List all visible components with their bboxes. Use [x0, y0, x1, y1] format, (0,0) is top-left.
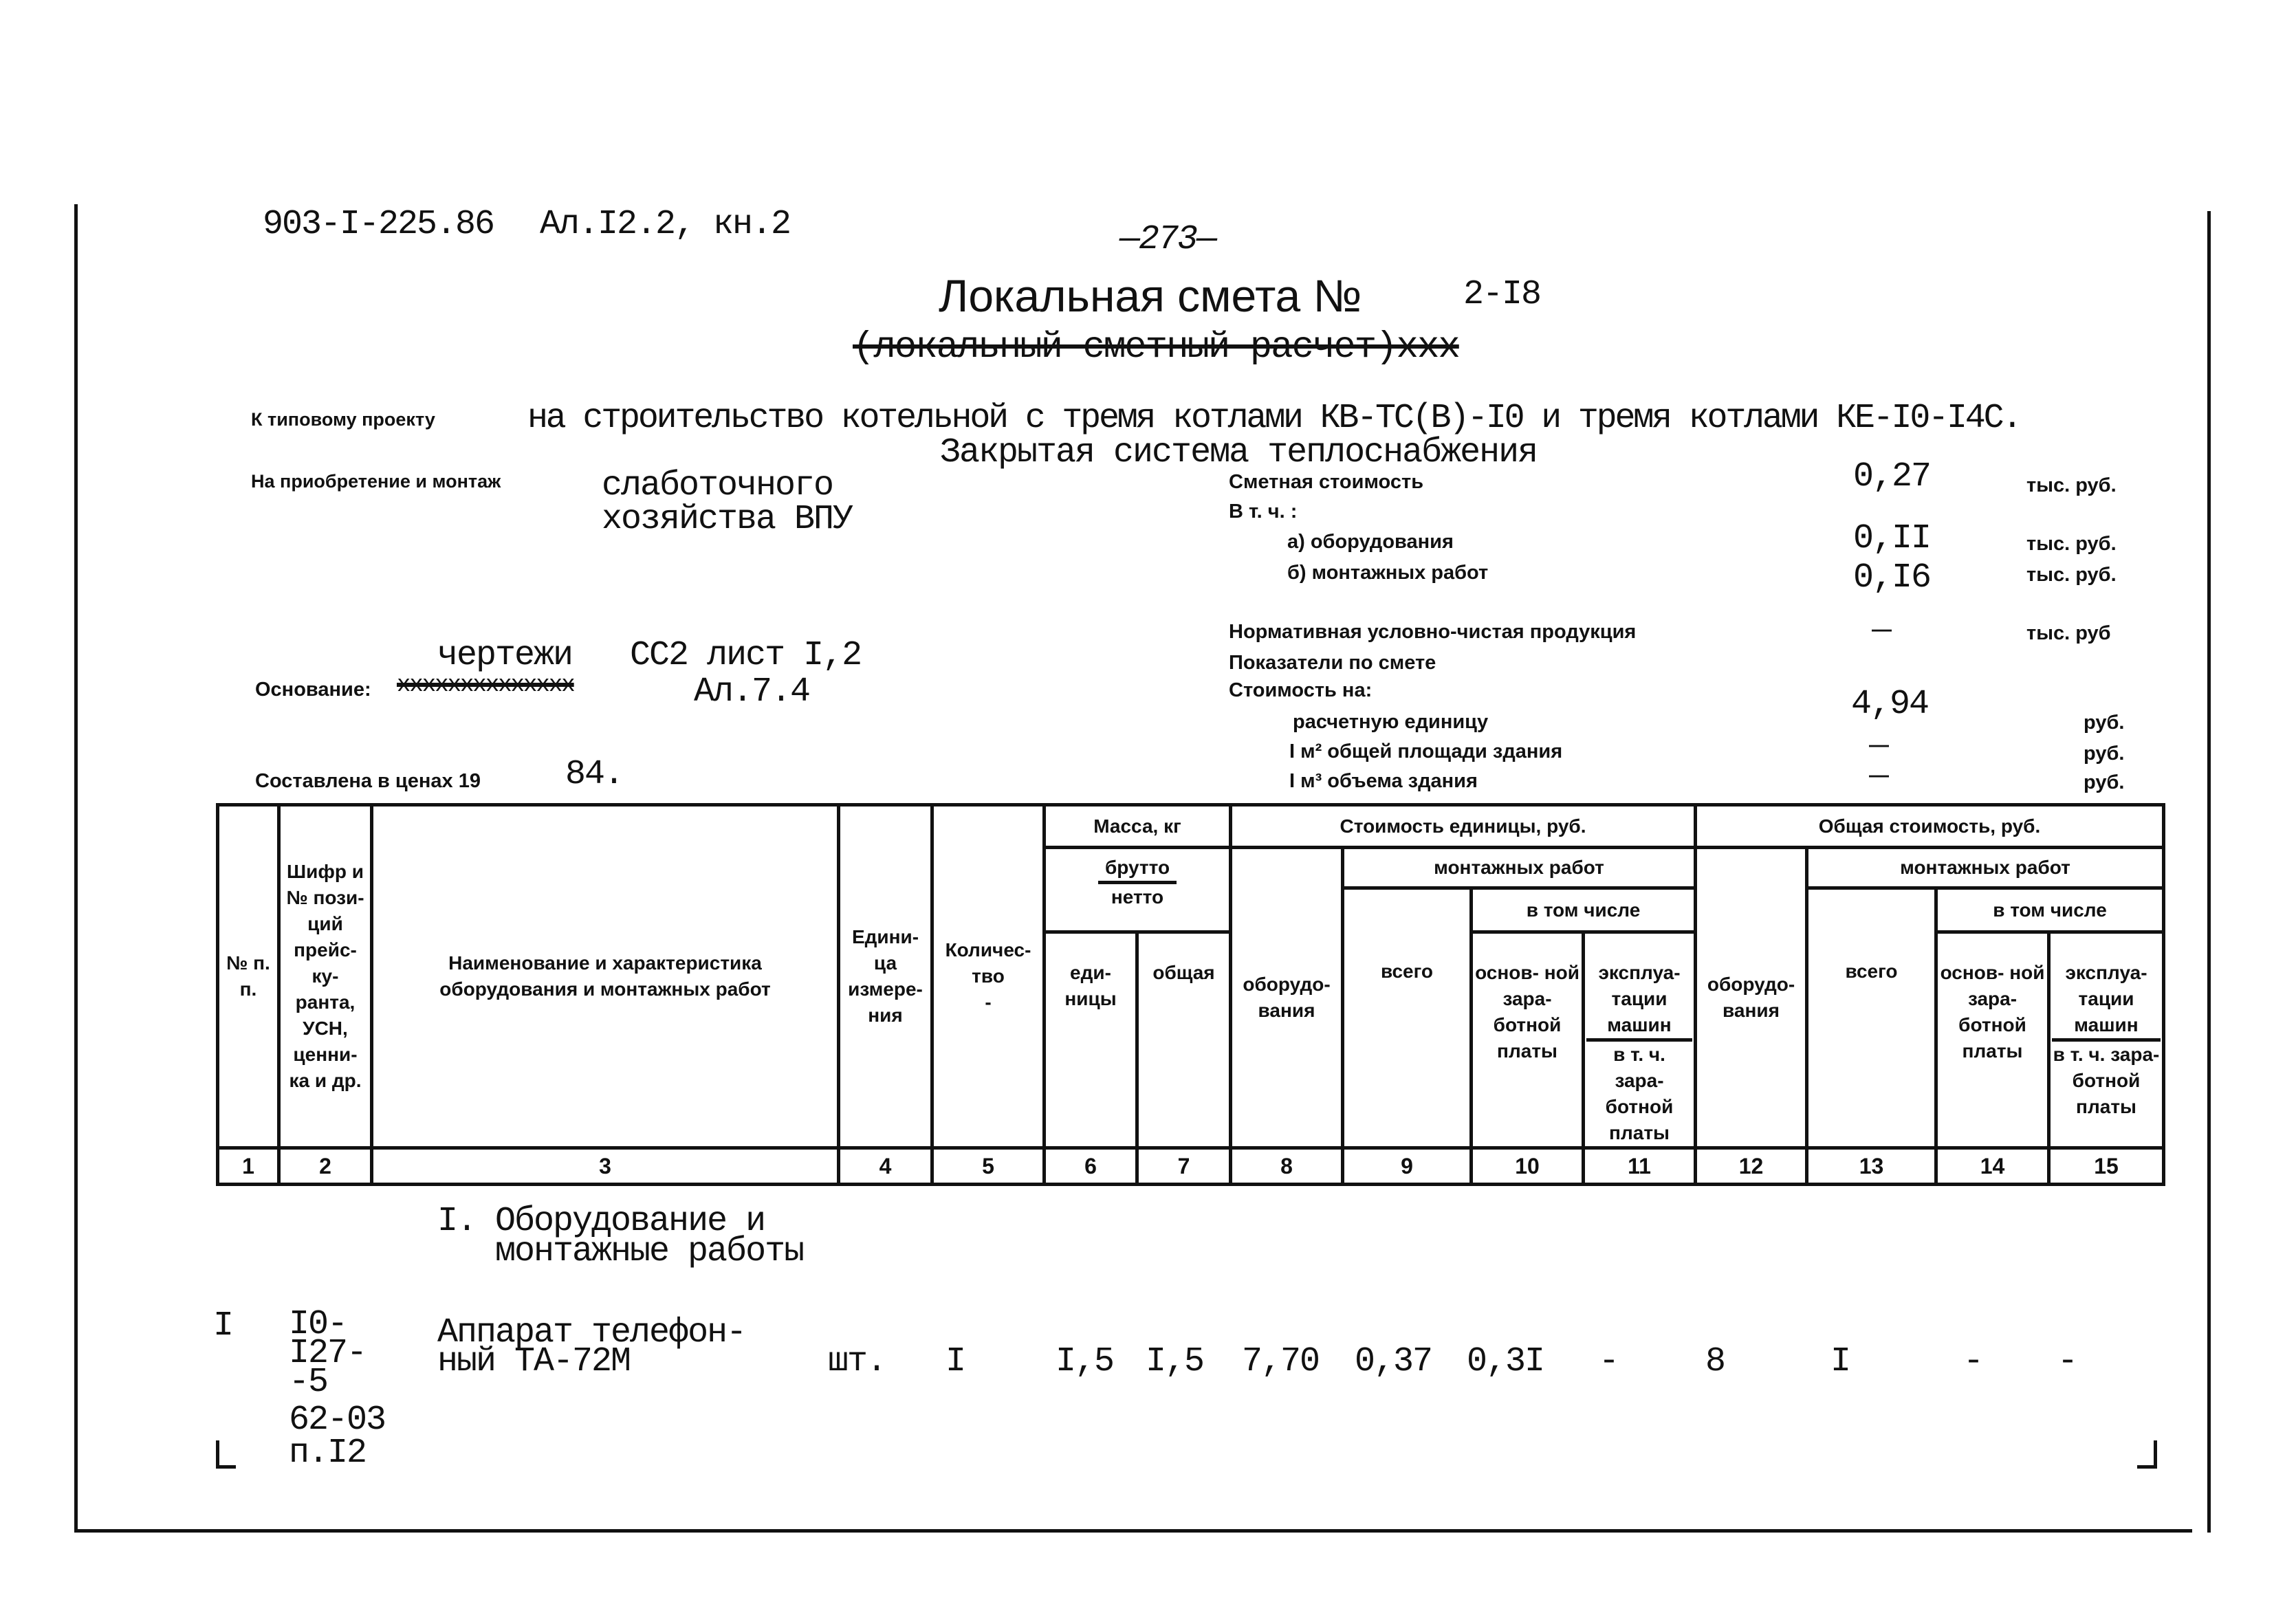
purpose-line2: хозяйства ВПУ — [602, 500, 853, 539]
per-unit-label: расчетную единицу — [1293, 711, 1489, 733]
row-install-all: 0,37 — [1355, 1342, 1432, 1381]
row-code-3: -5 — [289, 1363, 328, 1402]
prices-year: 84. — [565, 755, 624, 794]
install-label: б) монтажных работ — [1287, 562, 1489, 584]
brutto-label: брутто — [1098, 855, 1177, 884]
prices-label: Составлена в ценах 19 — [255, 770, 481, 792]
row-equip-total: 8 — [1705, 1342, 1725, 1381]
row-wage-total: - — [1963, 1342, 1983, 1381]
per-m3-unit: руб. — [2084, 771, 2125, 793]
install-unit: тыс. руб. — [2026, 564, 2117, 586]
per-unit-value: 4,94 — [1851, 685, 1929, 724]
col-number: 2 — [279, 1148, 372, 1185]
drawings-ref: чертежи СС2 лист I,2 — [437, 636, 862, 675]
row-qty: I — [945, 1342, 965, 1381]
section-title-2: монтажные работы — [495, 1232, 804, 1271]
machines-label: эксплуа- тации машин — [1586, 960, 1692, 1042]
estimate-table-header — [216, 803, 2165, 1186]
project-text-2: Закрытая система теплоснабжения — [940, 433, 1538, 472]
total-cost-header: Общая стоимость, руб. — [1696, 805, 2164, 848]
equipment-value: 0,II — [1853, 519, 1931, 558]
per-unit-unit: руб. — [2084, 712, 2125, 734]
unit-machines-header — [1584, 932, 1696, 1148]
frame-left — [74, 204, 78, 1533]
estimate-number: 2-I8 — [1463, 275, 1541, 314]
equipment-label: а) оборудования — [1287, 531, 1454, 553]
col-code-header: Шифр и № пози- ций прейс- ку- ранта, УСН, ценни- ка и др. — [279, 805, 372, 1148]
struck-subtitle: (локальный сметный расчет)xxx — [853, 327, 1459, 369]
per-m2-value: — — [1869, 734, 1889, 756]
col-number: 11 — [1584, 1148, 1696, 1185]
col-number: 6 — [1045, 1148, 1137, 1185]
col-number: 10 — [1472, 1148, 1584, 1185]
col-number: 5 — [932, 1148, 1045, 1185]
brutto-netto-header — [1045, 848, 1231, 932]
total-incl-header: в том числе — [1936, 888, 2164, 932]
row-code-5: п.I2 — [289, 1434, 367, 1473]
row-code-1: I0- — [289, 1305, 347, 1344]
col-name-header: Наименование и характеристика оборудования и монтажных работ — [372, 805, 839, 1148]
machines-wage-label: в т. ч. зара- ботной платы — [2053, 1044, 2160, 1117]
mass-total-header: общая — [1137, 932, 1231, 1148]
album-ref: Ал.I2.2, кн.2 — [540, 205, 791, 244]
project-text: на строительство котельной с тремя котлами КВ-ТС(В)-I0 и тремя котлами КЕ-I0-I4С. — [527, 399, 2021, 438]
total-equipment-header: оборудо- вания — [1696, 848, 1807, 1148]
total-wage-header: основ- ной зара- ботной платы — [1936, 932, 2049, 1148]
total-install-header: монтажных работ — [1807, 848, 2164, 888]
machines-wage-label: в т. ч. зара- ботной платы — [1605, 1044, 1674, 1143]
purpose-line1: слаботочного — [602, 466, 833, 505]
qty-label: Количес- тво — [945, 939, 1031, 987]
col-number: 7 — [1137, 1148, 1231, 1185]
row-mass-unit: I,5 — [1056, 1342, 1114, 1381]
row-unit: шт. — [828, 1342, 886, 1381]
cost-per-label: Стоимость на: — [1229, 679, 1373, 701]
normative-label: Нормативная условно-чистая продукция — [1229, 621, 1637, 643]
col-number: 3 — [372, 1148, 839, 1185]
col-unit-header: Едини- ца измере- ния — [839, 805, 932, 1148]
row-install-total: I — [1830, 1342, 1850, 1381]
title: Локальная смета № — [939, 270, 1362, 321]
incl-label: В т. ч. : — [1229, 501, 1298, 523]
basis-album: Ал.7.4 — [694, 672, 810, 712]
row-equip-unit: 7,70 — [1242, 1342, 1320, 1381]
indicators-label: Показатели по смете — [1229, 652, 1436, 674]
col-number: 1 — [218, 1148, 279, 1185]
section-title-1: I. Оборудование и — [437, 1202, 765, 1241]
row-wage: 0,3I — [1467, 1342, 1544, 1381]
row-mass-total: I,5 — [1146, 1342, 1204, 1381]
unit-install-all-header: всего — [1343, 888, 1472, 1148]
frame-bottom — [74, 1529, 2192, 1533]
per-m2-unit: руб. — [2084, 743, 2125, 765]
mass-unit-header: еди- ницы — [1045, 932, 1137, 1148]
col-number: 9 — [1343, 1148, 1472, 1185]
doc-code: 903-I-225.86 — [263, 205, 494, 244]
corner-mark-left — [216, 1440, 236, 1469]
per-m2-label: I м² общей площади здания — [1289, 740, 1563, 762]
equipment-unit: тыс. руб. — [2026, 533, 2117, 555]
row-name-1: Аппарат телефон- — [437, 1313, 746, 1352]
estimated-cost-value: 0,27 — [1853, 457, 1931, 496]
purpose-label: На приобретение и монтаж — [251, 471, 501, 492]
row-code-4: 62-03 — [289, 1401, 386, 1440]
unit-incl-header: в том числе — [1472, 888, 1696, 932]
install-value: 0,I6 — [1853, 558, 1931, 597]
unit-wage-header: основ- ной зара- ботной платы — [1472, 932, 1584, 1148]
basis-struck: хххххххххххххх — [397, 672, 574, 699]
row-name-2: ный ТА-72М — [437, 1342, 631, 1381]
row-machines-total: - — [2057, 1342, 2077, 1381]
corner-mark-right — [2137, 1440, 2157, 1469]
estimated-cost-unit: тыс. руб. — [2026, 474, 2117, 496]
unit-install-header: монтажных работ — [1343, 848, 1696, 888]
unit-equipment-header: оборудо- вания — [1231, 848, 1343, 1148]
qty-dash: - — [985, 991, 992, 1013]
column-numbers-row — [218, 1148, 2164, 1185]
mass-header: Масса, кг — [1045, 805, 1231, 848]
col-no-header: № п. п. — [218, 805, 279, 1148]
col-qty-header — [932, 805, 1045, 1148]
unit-cost-header: Стоимость единицы, руб. — [1231, 805, 1696, 848]
normative-value: — — [1872, 619, 1892, 641]
machines-label: эксплуа- тации машин — [2052, 960, 2161, 1042]
project-label: К типовому проекту — [251, 409, 435, 430]
row-code-2: I27- — [289, 1334, 367, 1373]
col-number: 12 — [1696, 1148, 1807, 1185]
normative-unit: тыс. руб — [2026, 622, 2111, 644]
col-number: 8 — [1231, 1148, 1343, 1185]
netto-label: нетто — [1111, 886, 1164, 908]
col-number: 15 — [2049, 1148, 2164, 1185]
row-machines: - — [1599, 1342, 1619, 1381]
col-number: 14 — [1936, 1148, 2049, 1185]
basis-label: Основание: — [255, 679, 371, 701]
row-no: I — [213, 1306, 233, 1346]
per-m3-label: I м³ объема здания — [1289, 770, 1478, 792]
total-install-all-header: всего — [1807, 888, 1936, 1148]
col-number: 13 — [1807, 1148, 1936, 1185]
per-m3-value: — — [1869, 765, 1889, 787]
total-machines-header — [2049, 932, 2164, 1148]
frame-right — [2207, 211, 2211, 1533]
col-number: 4 — [839, 1148, 932, 1185]
estimated-cost-label: Сметная стоимость — [1229, 471, 1424, 493]
page-number: —273— — [1119, 220, 1216, 259]
